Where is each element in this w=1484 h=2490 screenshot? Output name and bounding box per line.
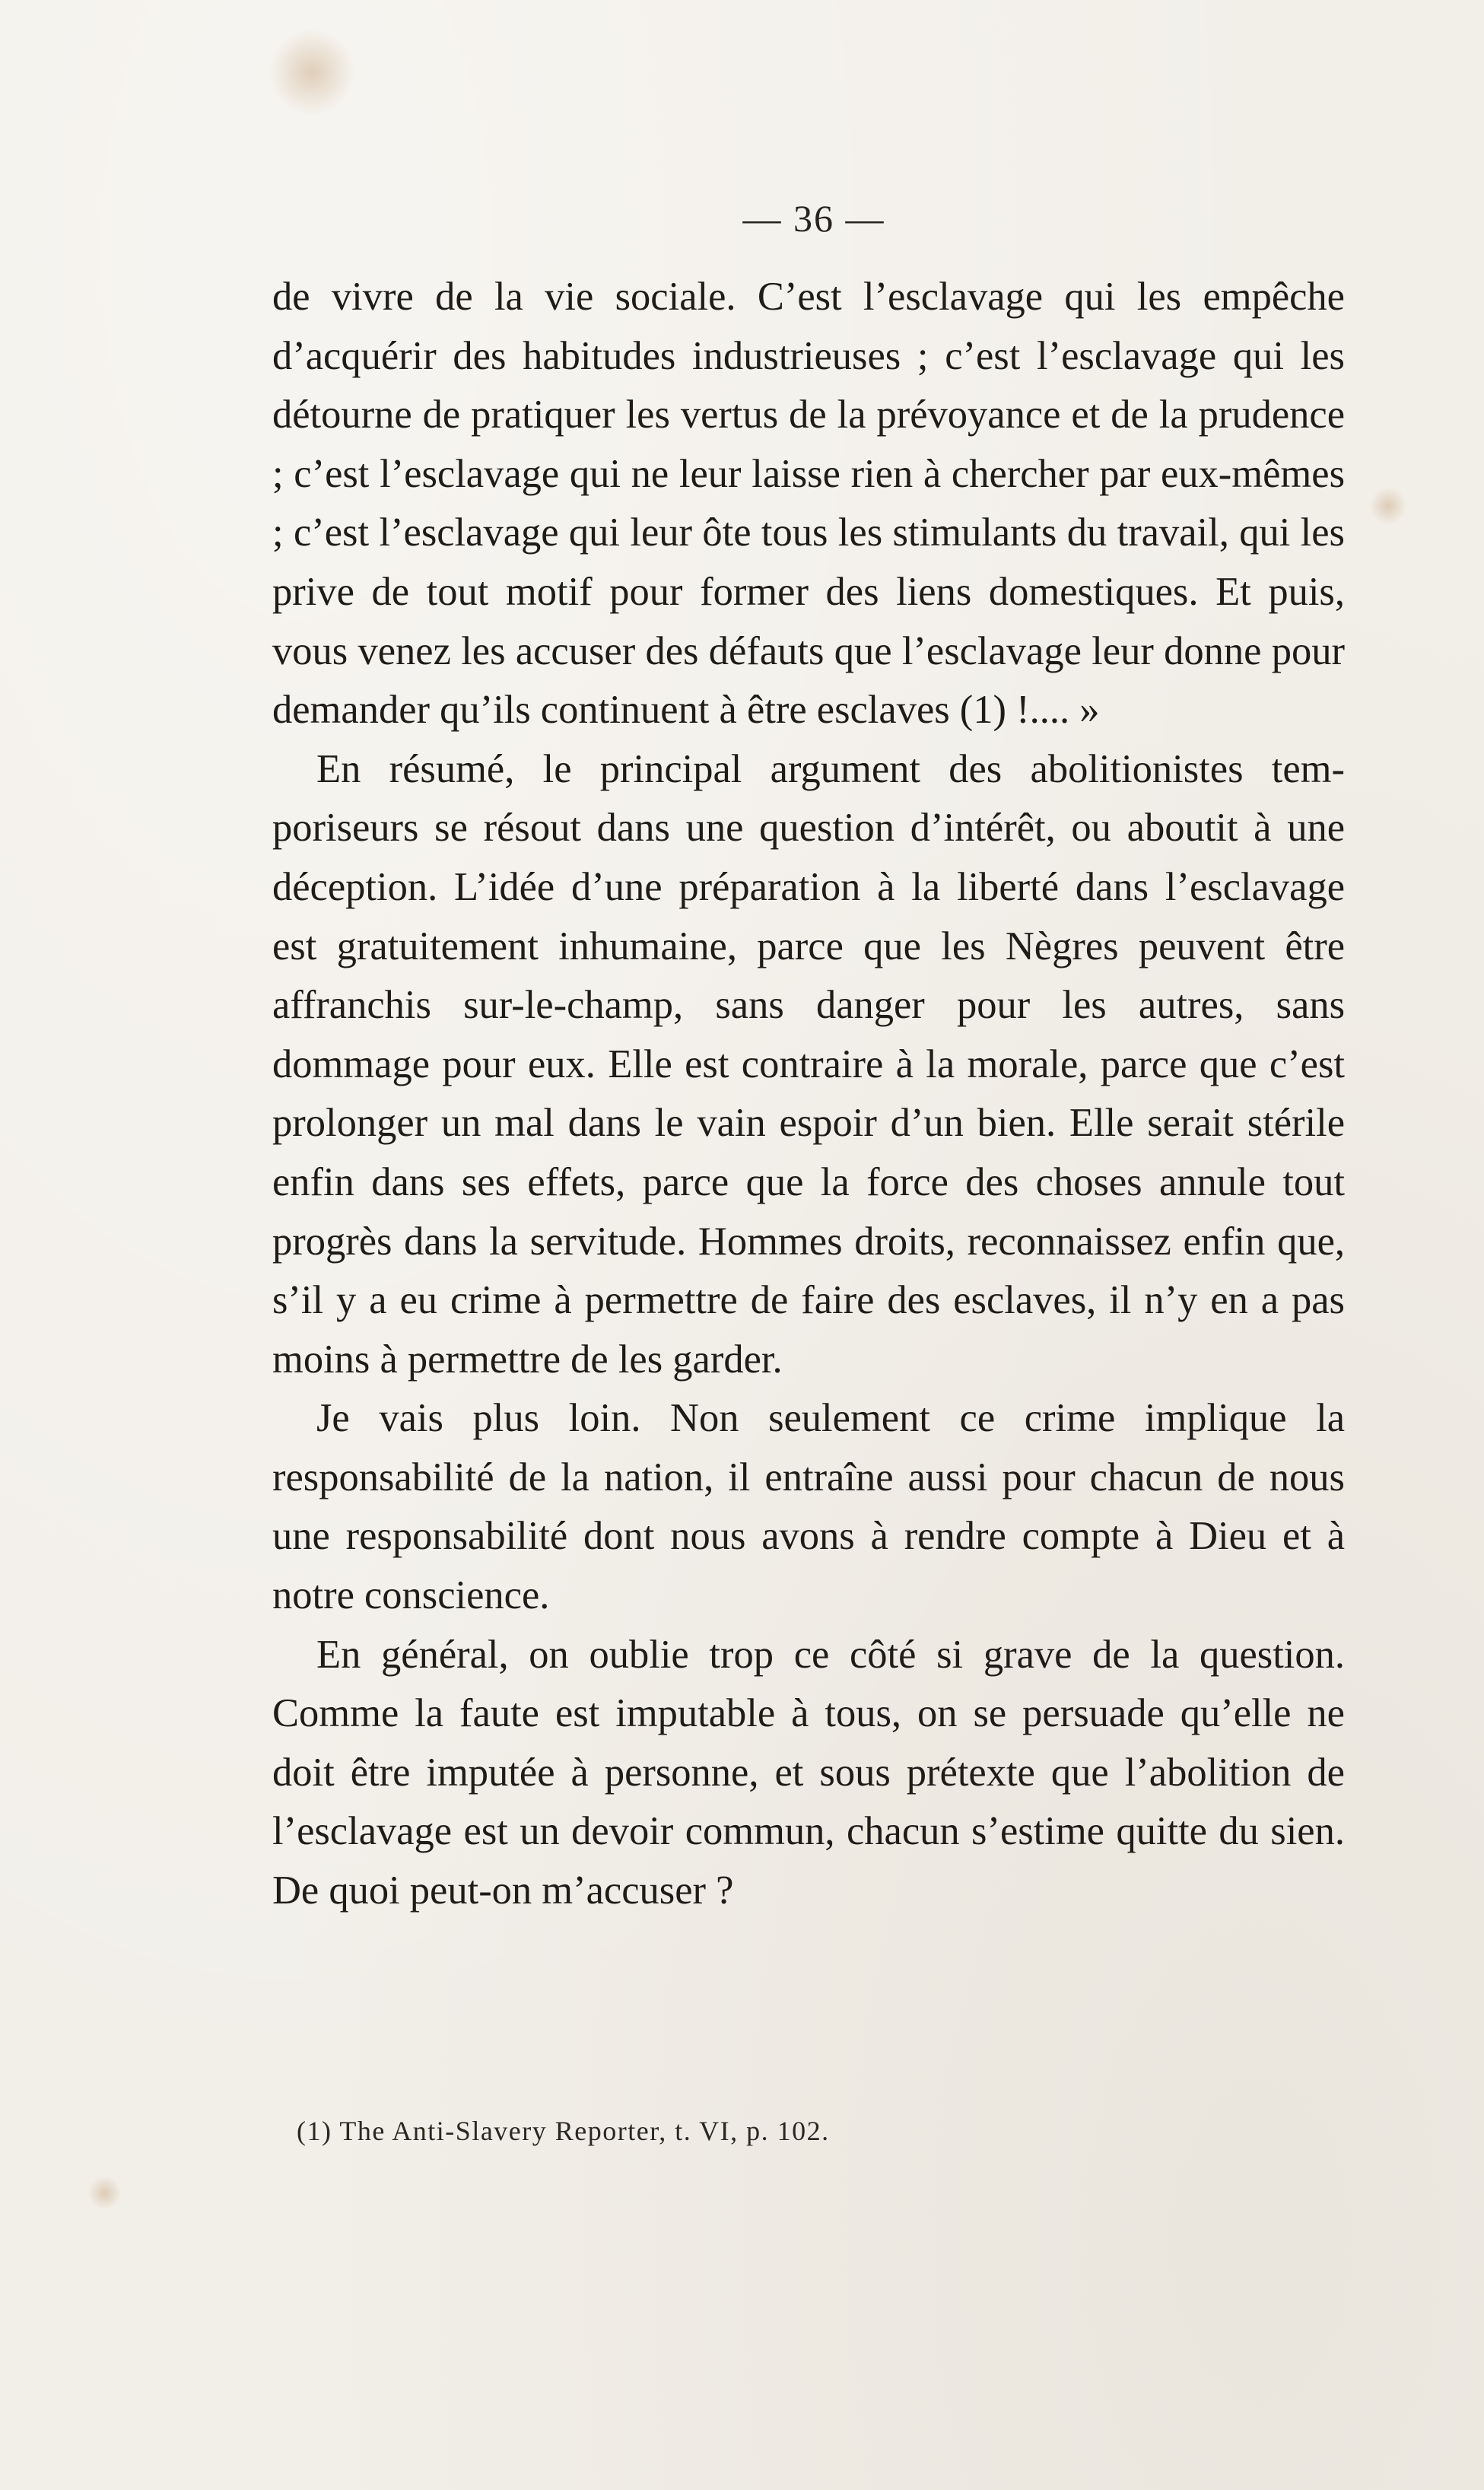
foxing-stain (266, 30, 357, 114)
paragraph: En résumé, le principal argument des abolitionistes temporiseurs se résout dans une question d’intérêt, ou aboutit à une déception. L’idée d’une préparation à la liberté dans l’esclavage est gratuitement inhumaine, parce que les Nègres peuvent être affranchis sur-le-champ, sans danger pour les autres, sans dommage pour eux. Elle est contraire à la morale, parce que c’est prolonger un mal dans le vain espoir d’un bien. Elle serait stérile enfin dans ses effets, parce que la force des choses annule tout progrès dans la servitude. Hommes droits, reconnaissez enfin que, s’il y a eu crime à permettre de faire des esclaves, il n’y en a pas moins à permettre de les garder. (272, 746, 1345, 1382)
foxing-stain (1369, 487, 1407, 525)
foxing-stain (87, 2176, 122, 2210)
paragraph: Je vais plus loin. Non seulement ce crime implique la responsabilité de la nation, il entraîne aussi pour chacun de nous une responsabilité dont nous avons à rendre compte à Dieu et à notre conscience. (272, 1396, 1345, 1618)
footnote: (1) The Anti-Slavery Reporter, t. VI, p. 102. (297, 2116, 830, 2146)
body-text (272, 268, 1345, 1921)
page-number: — 36 — (742, 197, 885, 240)
paragraph: En général, on oublie trop ce côté si grave de la question. Comme la faute est imputable à tous, on se persuade qu’elle ne doit être imputée à personne, et sous prétexte que l’abolition de l’esclavage est un devoir commun, chacun s’estime quitte du sien. De quoi peut-on m’accuser ? (272, 1632, 1345, 1913)
paragraph: de vivre de la vie sociale. C’est l’esclavage qui les empêche d’acquérir des habitudes industrieuses ; c’est l’esclavage qui les détourne de pratiquer les vertus de la prévoyance et de la prudence ; c’est l’esclavage qui ne leur laisse rien à chercher par eux-mêmes ; c’est l’esclavage qui leur ôte tous les stimulants du travail, qui les prive de tout motif pour former des liens domestiques. Et puis, vous venez les accuser des défauts que l’esclavage leur donne pour demander qu’ils continuent à être esclaves (1) !.... » (272, 275, 1345, 733)
